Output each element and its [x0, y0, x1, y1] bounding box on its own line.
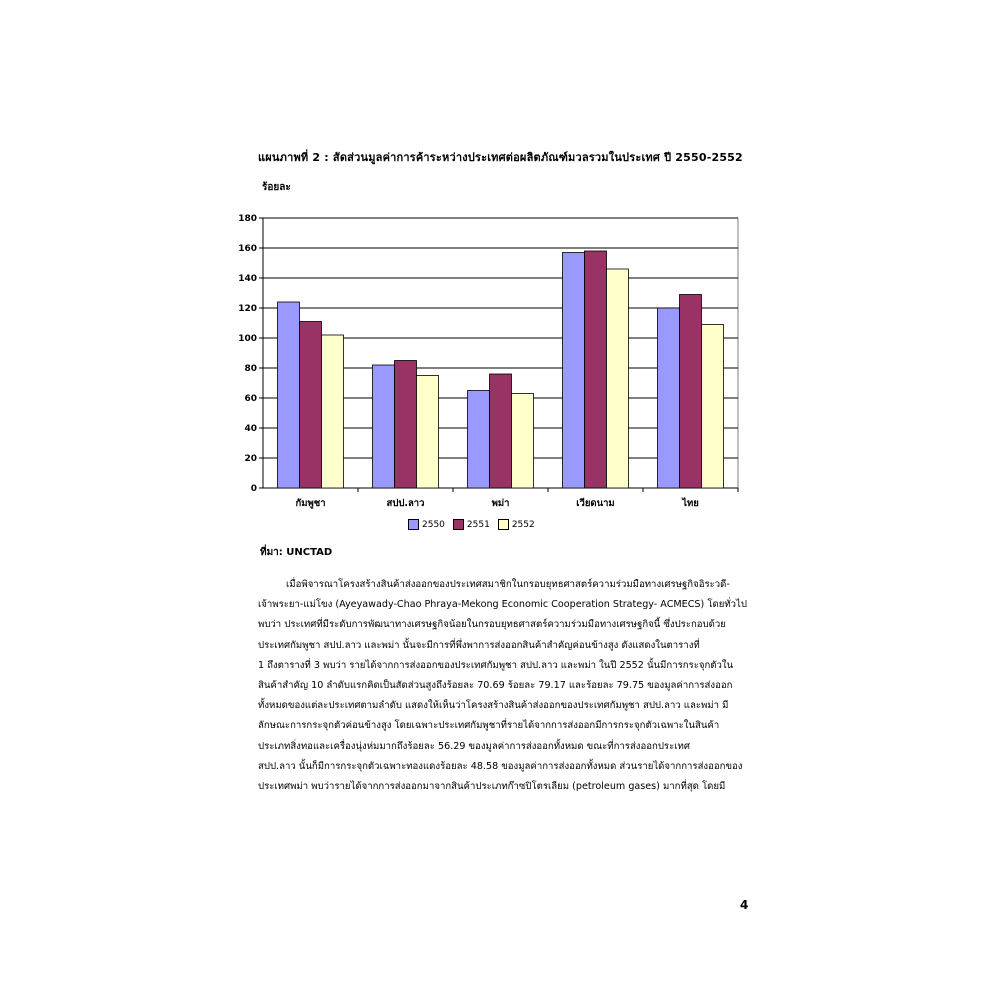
bar-2551-2 [490, 374, 512, 488]
chart-legend [408, 519, 543, 530]
legend-item-2550 [408, 519, 445, 530]
paragraph-line: 1 ถึงตารางที่ 3 พบว่า รายได้จากการส่งออกของประเทศกัมพูชา สปป.ลาว และพม่า ในปี 2552 นั้นมีการกระจุกตัวใน [258, 659, 734, 671]
bar-2550-0 [278, 302, 300, 488]
paragraph-line: เจ้าพระยา-แม่โขง (Ayeyawady-Chao Phraya-Mekong Economic Cooperation Strategy- ACMECS) โดยทั่วไป [258, 599, 747, 611]
y-tick-label: 140 [238, 274, 257, 284]
legend-item-2552 [498, 519, 535, 530]
paragraph-line: ทั้งหมดของแต่ละประเทศตามลำดับ แสดงให้เห็นว่าโครงสร้างสินค้าส่งออกของประเทศกัมพูชา สปป.ลาว และพม่า มี [258, 700, 729, 712]
bar-2552-3 [607, 269, 629, 488]
bar-2552-1 [417, 376, 439, 489]
x-tick-label: พม่า [491, 498, 510, 509]
legend-swatch-2550 [408, 519, 419, 530]
legend-label-2550: 2550 [422, 519, 445, 530]
bar-2552-2 [512, 394, 534, 489]
page-number: 4 [740, 898, 749, 912]
bar-2551-1 [395, 361, 417, 489]
legend-swatch-2551 [453, 519, 464, 530]
paragraph-line: เมื่อพิจารณาโครงสร้างสินค้าส่งออกของประเทศสมาชิกในกรอบยุทธศาสตร์ความร่วมมือทางเศรษฐกิจอิระวดี- [286, 579, 730, 590]
y-tick-label: 180 [238, 214, 257, 224]
legend-label-2551: 2551 [466, 519, 490, 530]
y-tick-label: 60 [244, 394, 257, 404]
legend-item-2551 [453, 519, 490, 530]
y-tick-label: 40 [244, 424, 257, 434]
y-tick-label: 80 [244, 364, 257, 374]
bar-2550-2 [468, 391, 490, 489]
bar-2552-0 [322, 335, 344, 488]
paragraph-line: พบว่า ประเทศที่มีระดับการพัฒนาทางเศรษฐกิจน้อยในกรอบยุทธศาสตร์ความร่วมมือทางเศรษฐกิจนี้ ซึ่งประกอบด้วย [258, 619, 726, 631]
y-tick-label: 160 [238, 244, 257, 254]
figure-caption: แผนภาพที่ 2 : สัดส่วนมูลค่าการค้าระหว่างประเทศต่อผลิตภัณฑ์มวลรวมในประเทศ ปี 2550-2552 [258, 151, 743, 164]
paragraph-line: ประเทศกัมพูชา สปป.ลาว และพม่า นั้นจะมีการที่พึ่งพาการส่งออกสินค้าสำคัญค่อนข้างสูง ดังแสดงในตารางที่ [258, 639, 700, 651]
bar-2551-0 [300, 322, 322, 489]
x-tick-label: กัมพูชา [295, 498, 326, 509]
paragraph-line: สปป.ลาว นั้นก็มีการกระจุกตัวเฉพาะทองแดงร้อยละ 48.58 ของมูลค่าการส่งออกทั้งหมด ส่วนรายได้จากการส่งออกของ [258, 760, 743, 772]
y-tick-label: 20 [244, 454, 257, 464]
y-tick-label: 0 [250, 484, 257, 494]
x-tick-label: ไทย [682, 498, 699, 509]
legend-label-2552: 2552 [511, 519, 535, 530]
y-axis-unit-label: ร้อยละ [262, 182, 291, 193]
body-paragraph [258, 575, 753, 797]
y-tick-label: 120 [238, 304, 257, 314]
source-note: ที่มา: UNCTAD [260, 547, 333, 558]
y-tick-label: 100 [238, 334, 257, 344]
bar-2551-3 [585, 251, 607, 488]
paragraph-line: ลักษณะการกระจุกตัวค่อนข้างสูง โดยเฉพาะประเทศกัมพูชาที่รายได้จากการส่งออกมีการกระจุกตัวเฉพาะในสินค้า [258, 720, 720, 732]
bar-2550-3 [563, 253, 585, 489]
paragraph-line: สินค้าสำคัญ 10 ลำดับแรกคิดเป็นสัดส่วนสูงถึงร้อยละ 70.69 ร้อยละ 79.17 และร้อยละ 79.75 ของมูลค่าการส่งออก [258, 679, 733, 691]
bar-2550-1 [373, 365, 395, 488]
bar-2551-4 [680, 295, 702, 489]
bar-2552-4 [702, 325, 724, 489]
x-tick-label: เวียดนาม [576, 498, 615, 509]
x-tick-label: สปป.ลาว [386, 498, 425, 509]
legend-swatch-2552 [498, 519, 509, 530]
paragraph-line: ประเทศพม่า พบว่ารายได้จากการส่งออกมาจากสินค้าประเภทก๊าซปิโตรเลียม (petroleum gases) มากที่สุด โดยมี [258, 780, 726, 792]
paragraph-line: ประเภทสิ่งทอและเครื่องนุ่งห่มมากถึงร้อยละ 56.29 ของมูลค่าการส่งออกทั้งหมด ขณะที่การส่งออกประเทศ [258, 740, 690, 752]
bar-2550-4 [658, 308, 680, 488]
